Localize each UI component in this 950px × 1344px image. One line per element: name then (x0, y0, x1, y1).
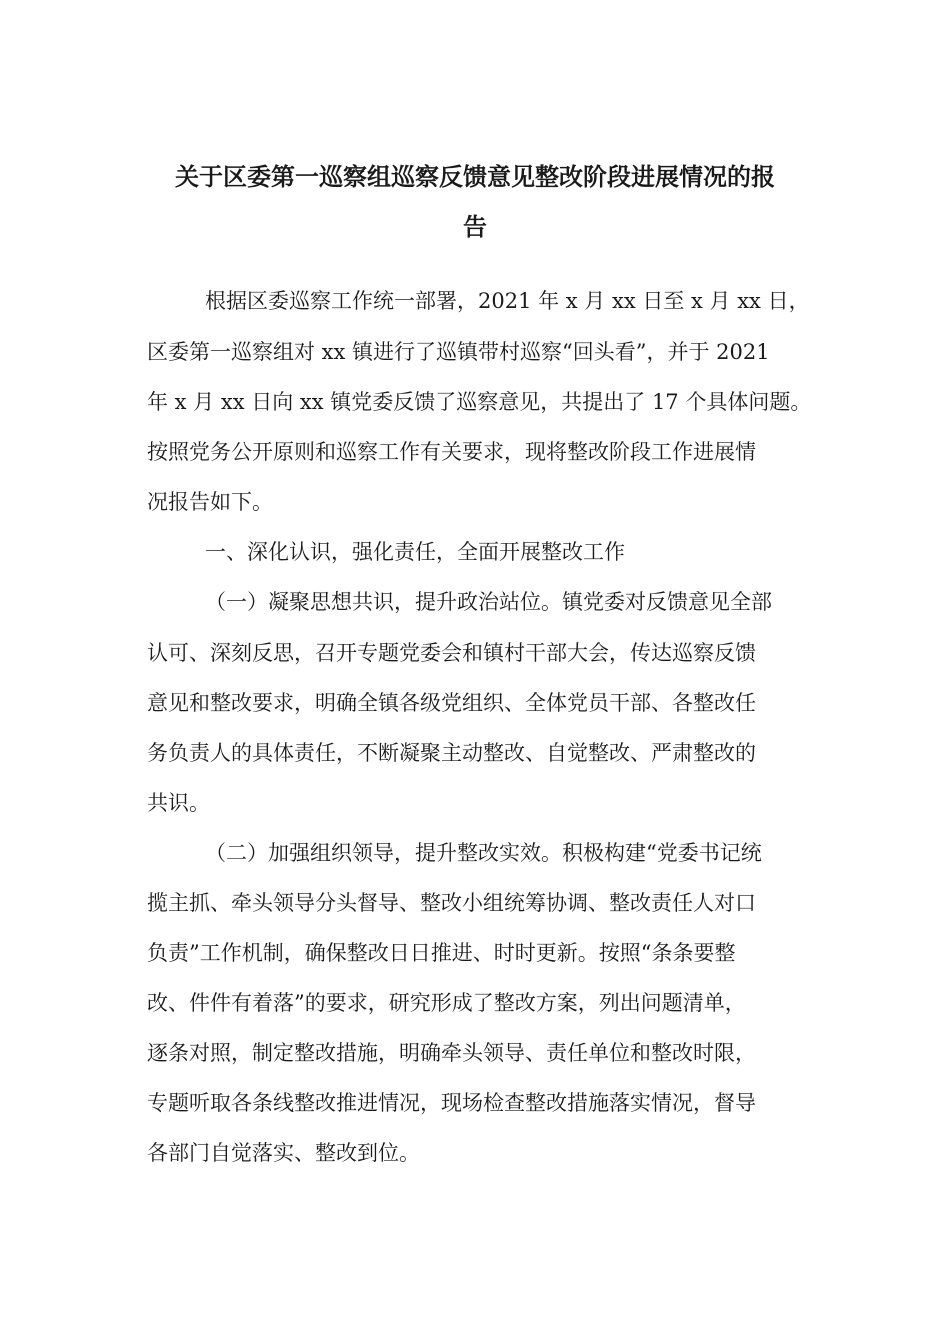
body-line: 逐条对照，制定整改措施，明确牵头领导、责任单位和整改时限， (147, 1041, 756, 1065)
body-line: 务负责人的具体责任，不断凝聚主动整改、自觉整改、严肃整改的 (147, 741, 756, 765)
body-line: 负责”工作机制，确保整改日日推进、时时更新。按照“条条要整 (147, 941, 736, 965)
body-line: （一）凝聚思想共识，提升政治站位。镇党委对反馈意见全部 (205, 590, 772, 614)
body-line: 按照党务公开原则和巡察工作有关要求，现将整改阶段工作进展情 (147, 440, 756, 464)
body-line: 共识。 (147, 791, 210, 815)
section-heading: 一、深化认识，强化责任，全面开展整改工作 (205, 540, 625, 564)
body-line: 揽主抓、牵头领导分头督导、整改小组统筹协调、整改责任人对口 (147, 891, 756, 915)
body-line: 区委第一巡察组对 xx 镇进行了巡镇带村巡察“回头看”，并于 2021 (147, 340, 770, 364)
body-line: 认可、深刻反思，召开专题党委会和镇村干部大会，传达巡察反馈 (147, 641, 756, 665)
body-line: 况报告如下。 (147, 490, 273, 514)
body-line: 根据区委巡察工作统一部署，2021 年 x 月 xx 日至 x 月 xx 日， (205, 289, 810, 313)
body-line: 年 x 月 xx 日向 xx 镇党委反馈了巡察意见，共提出了 17 个具体问题。 (147, 390, 812, 414)
document-title-line-1: 关于区委第一巡察组巡察反馈意见整改阶段进展情况的报 (175, 162, 775, 191)
body-line: 改、件件有着落”的要求，研究形成了整改方案，列出问题清单， (147, 991, 746, 1015)
body-line: （二）加强组织领导，提升整改实效。积极构建“党委书记统 (205, 841, 762, 865)
document-title-line-2: 告 (463, 212, 487, 241)
body-line: 专题听取各条线整改推进情况，现场检查整改措施落实情况，督导 (147, 1091, 756, 1115)
body-line: 各部门自觉落实、整改到位。 (147, 1141, 420, 1165)
body-line: 意见和整改要求，明确全镇各级党组织、全体党员干部、各整改任 (147, 691, 756, 715)
